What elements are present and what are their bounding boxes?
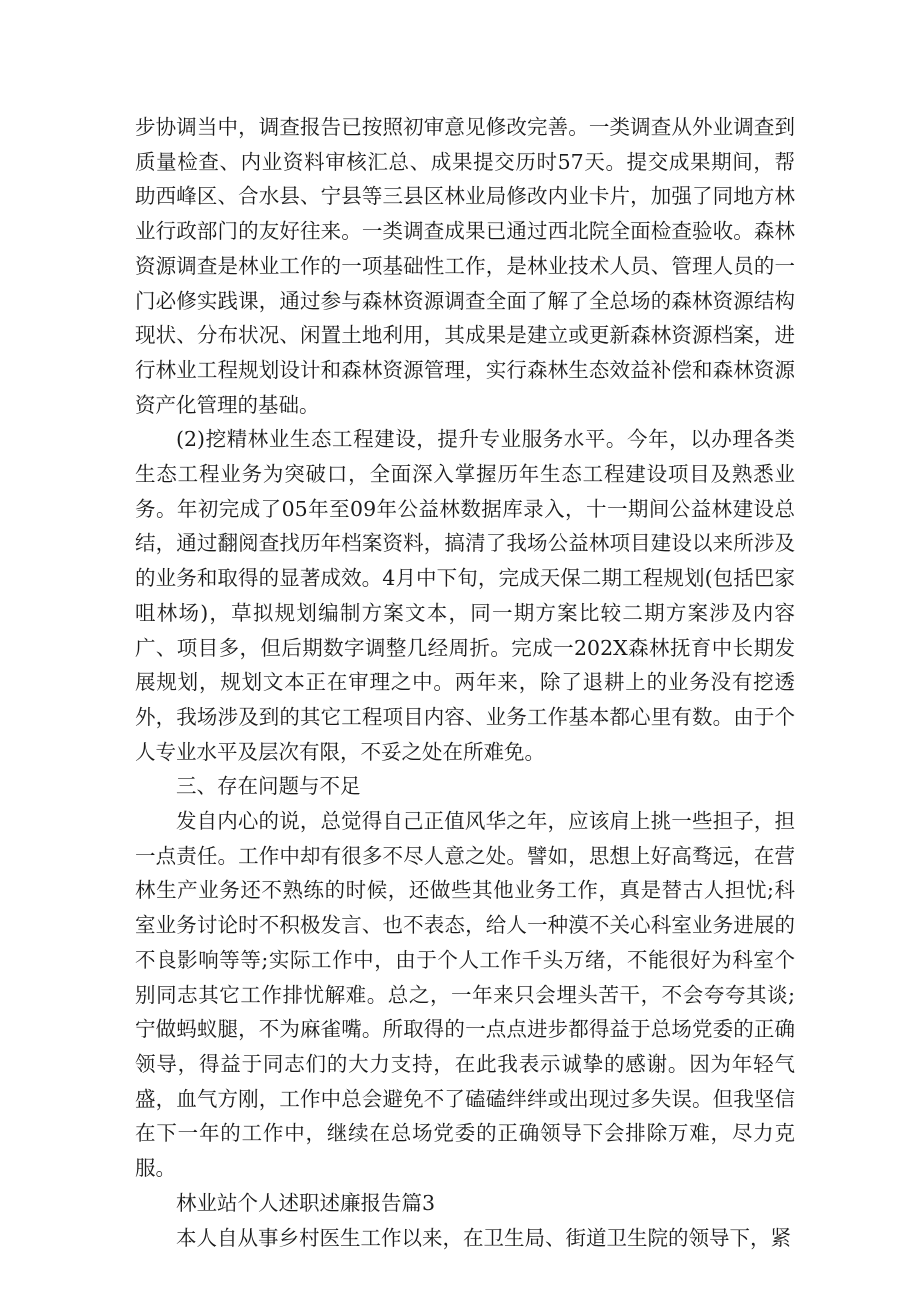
paragraph-ecological-engineering: (2)挖精林业生态工程建设，提升专业服务水平。今年，以办理各类生态工程业务为突破口，全面深入掌握历年生态工程建设项目及熟悉业务。年初完成了05年至09年公益林数据库录入，十一期间公益林建设总结，通过翻阅查找历年档案资料，搞清了我场公益林项目建设以来所涉及的业务和取得的显著成效。4月中下旬，完成天保二期工程规划(包括巴家咀林场)，草拟规划编制方案文本，同一期方案比较二期方案涉及内容广、项目多，但后期数字调整几经周折。完成一202X森林抚育中长期发展规划，规划文本正在审理之中。两年来，除了退耕上的业务没有挖透外，我场涉及到的其它工程项目内容、业务工作基本都心里有数。由于个人专业水平及层次有限，不妥之处在所难免。 <box>135 427 795 764</box>
paragraph-shortcomings: 发自内心的说，总觉得自己正值风华之年，应该肩上挑一些担子，担一点责任。工作中却有很多不尽人意之处。譬如，思想上好高骛远，在营林生产业务还不熟练的时候，还做些其他业务工作，真是替古人担忧;科室业务讨论时不积极发言、也不表态，给人一种漠不关心科室业务进展的不良影响等等;实际工作中，由于个人工作千头万绪，不能很好为科室个别同志其它工作排忧解难。总之，一年来只会埋头苦干，不会夸夸其谈;宁做蚂蚁腿，不为麻雀嘴。所取得的一点点进步都得益于总场党委的正确领导，得益于同志们的大力支持，在此我表示诚挚的感谢。因为年轻气盛，血气方刚，工作中总会避免不了磕磕绊绊或出现过多失误。但我坚信在下一年的工作中，继续在总场党委的正确领导下会排除万难，尽力克服。 <box>135 809 795 1181</box>
paragraph-village-doctor: 本人自从事乡村医生工作以来，在卫生局、街道卫生院的领导下，紧 <box>176 1225 791 1250</box>
paragraph-survey-report: 步协调当中，调查报告已按照初审意见修改完善。一类调查从外业调查到质量检查、内业资料审核汇总、成果提交历时57天。提交成果期间，帮助西峰区、合水县、宁县等三县区林业局修改内业卡片，加强了同地方林业行政部门的友好往来。一类调查成果已通过西北院全面检查验收。森林资源调查是林业工作的一项基础性工作，是林业技术人员、管理人员的一门必修实践课，通过参与森林资源调查全面了解了全总场的森林资源结构现状、分布状况、闲置土地利用，其成果是建立或更新森林资源档案，进行林业工程规划设计和森林资源管理，实行森林生态效益补偿和森林资源资产化管理的基础。 <box>135 115 795 417</box>
document-body <box>135 110 795 1255</box>
section-heading-problems: 三、存在问题与不足 <box>176 774 361 799</box>
section-heading-report-3: 林业站个人述职述廉报告篇3 <box>176 1190 436 1215</box>
